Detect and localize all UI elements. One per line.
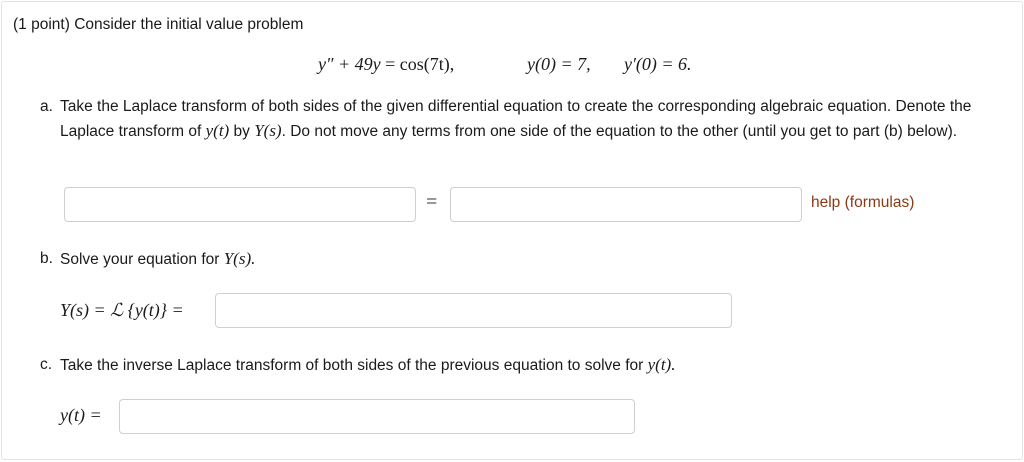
help-formulas-link[interactable]: help (formulas) (811, 194, 915, 211)
equals-sign: = (426, 191, 438, 213)
part-b-marker: b. (40, 250, 53, 267)
laplace-lhs-input[interactable] (64, 187, 416, 222)
part-b-instructions: Solve your equation for Y(s). (60, 249, 256, 268)
Ys-input[interactable] (215, 293, 732, 328)
ode-lhs: y″ + 49y (318, 54, 381, 74)
ode-equals: = (385, 54, 396, 74)
problem-intro: Consider the initial value problem (74, 16, 304, 33)
yt-symbol: y(t) (205, 120, 230, 140)
initial-condition-2: y′(0) = 6. (624, 54, 692, 74)
initial-condition-1: y(0) = 7, (527, 54, 591, 74)
part-c-lhs: y(t) = (60, 405, 102, 425)
problem-header (13, 13, 303, 36)
part-a-instructions: Take the Laplace transform of both sides of the given differential equation to create the corresponding algebraic equation. Denote the Laplace transform of y(t) by Y(s). Do not move any terms from one side of the equation to the other (until you get to part (b) below). (60, 98, 972, 140)
problem-container (1, 1, 1023, 460)
part-a-marker: a. (40, 98, 53, 115)
yt-symbol: y(t). (647, 355, 676, 374)
yt-input[interactable] (119, 399, 635, 434)
ode-equation (318, 54, 454, 75)
Ys-symbol: Y(s) (254, 120, 282, 140)
laplace-rhs-input[interactable] (450, 187, 802, 222)
ode-rhs: cos(7t), (399, 54, 455, 74)
points-label: (1 point) (13, 16, 70, 33)
part-c-marker: c. (40, 356, 53, 373)
Ys-symbol: Y(s). (223, 249, 256, 268)
part-b-lhs: Y(s) = ℒ {y(t)} = (60, 300, 184, 320)
part-c-instructions: Take the inverse Laplace transform of both sides of the previous equation to solve for y(t). (60, 355, 676, 374)
